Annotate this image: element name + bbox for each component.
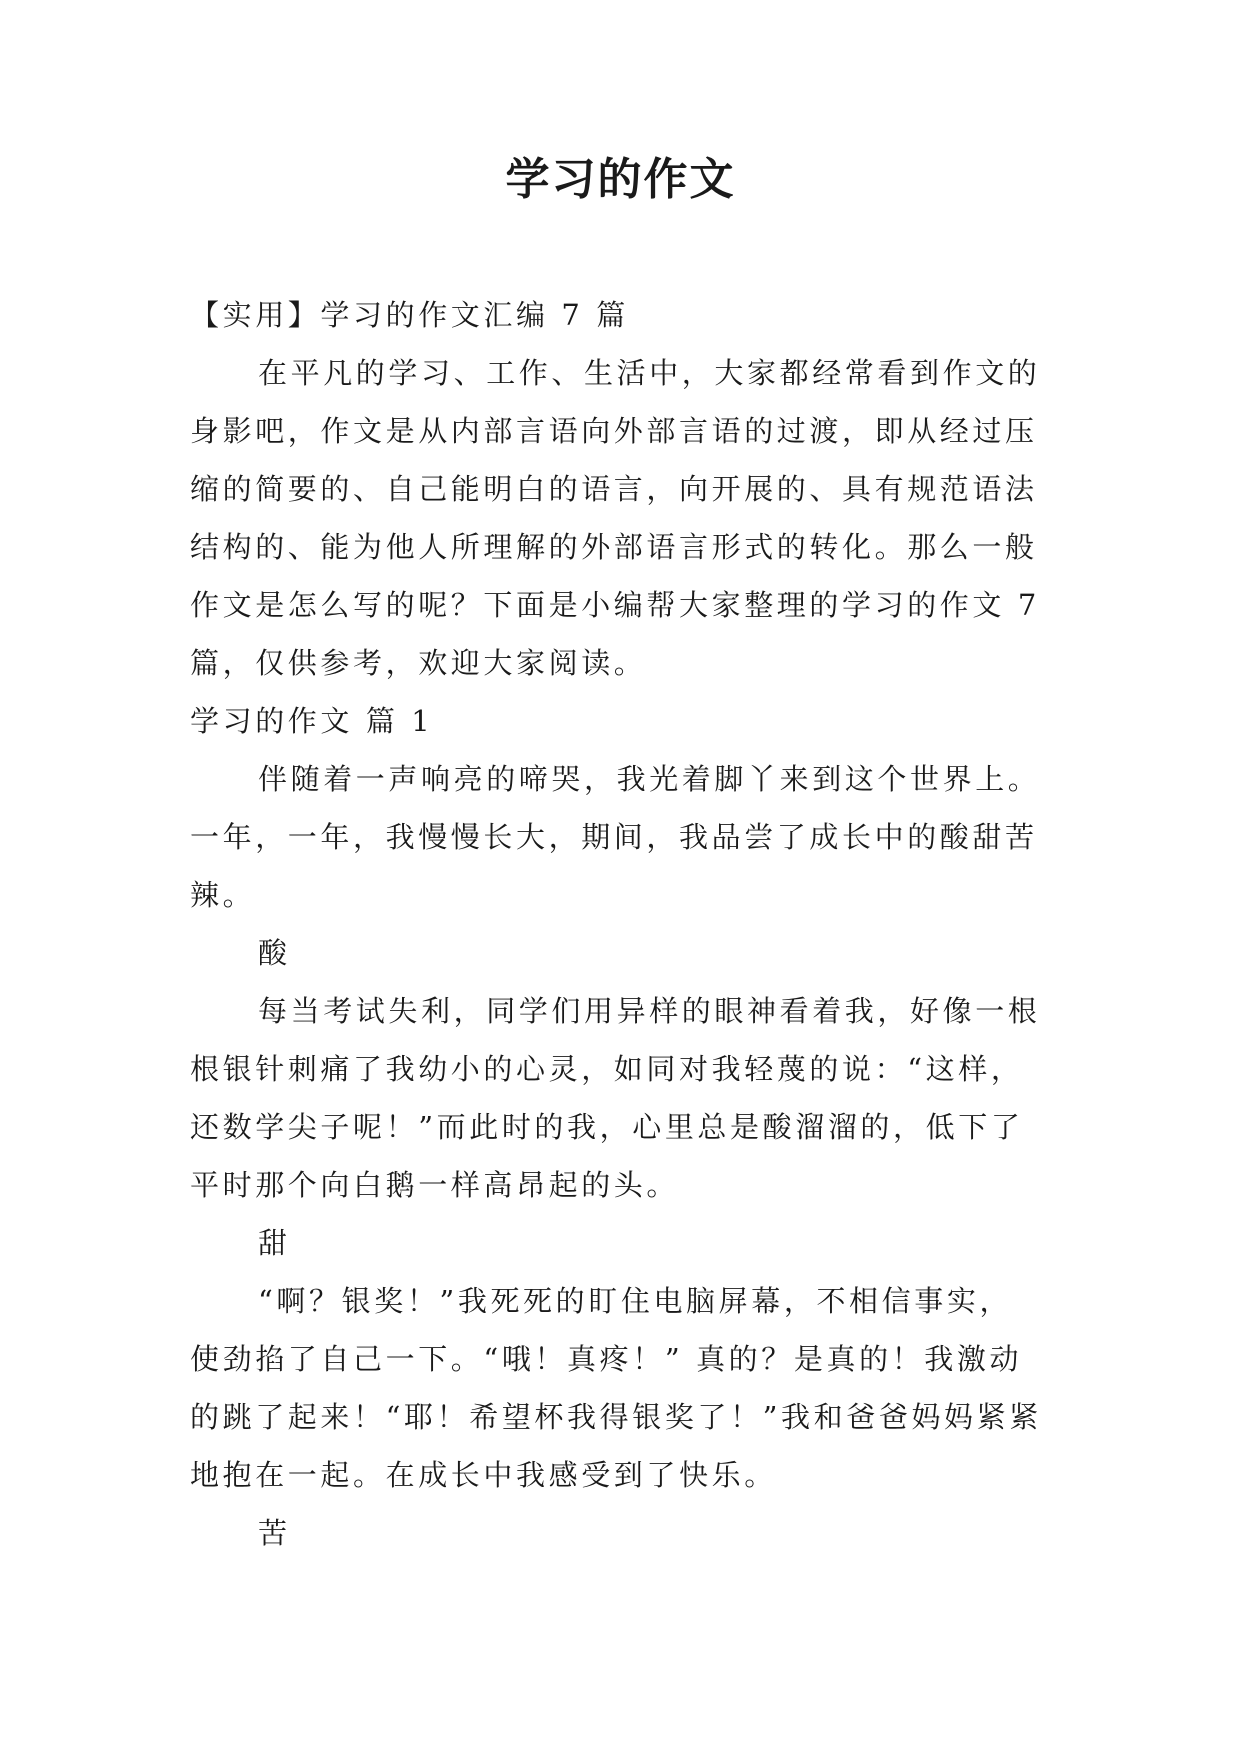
text-line: 结构的、能为他人所理解的外部语言形式的转化。那么一般 (190, 530, 1038, 564)
text-line: 根银针刺痛了我幼小的心灵，如同对我轻蔑的说：“这样， (190, 1052, 1024, 1086)
text-line: 【实用】学习的作文汇编 7 篇 (190, 298, 629, 332)
text-line: 一年，一年，我慢慢长大，期间，我品尝了成长中的酸甜苦 (190, 820, 1038, 854)
text-line: 苦 (258, 1516, 291, 1550)
text-line: 使劲掐了自己一下。“哦！真疼！” 真的？是真的！我激动 (190, 1342, 1023, 1376)
text-line: 身影吧，作文是从内部言语向外部言语的过渡，即从经过压 (190, 414, 1038, 448)
text-line: 辣。 (190, 878, 256, 912)
text-line: 还数学尖子呢！”而此时的我，心里总是酸溜溜的，低下了 (190, 1110, 1024, 1144)
text-line: 伴随着一声响亮的啼哭，我光着脚丫来到这个世界上。 (258, 762, 1041, 796)
text-line: 学习的作文 篇 1 (190, 704, 434, 738)
text-line: 地抱在一起。在成长中我感受到了快乐。 (190, 1458, 777, 1492)
text-line: 甜 (258, 1226, 291, 1260)
text-line: 每当考试失利，同学们用异样的眼神看着我，好像一根 (258, 994, 1041, 1028)
text-line: 篇，仅供参考，欢迎大家阅读。 (190, 646, 647, 680)
text-line: 在平凡的学习、工作、生活中，大家都经常看到作文的 (258, 356, 1041, 390)
text-line: 的跳了起来！“耶！希望杯我得银奖了！”我和爸爸妈妈紧紧 (190, 1400, 1042, 1434)
text-line: 酸 (258, 936, 291, 970)
text-line: “啊？银奖！”我死死的盯住电脑屏幕，不相信事实， (258, 1284, 1013, 1318)
document-body (190, 286, 1070, 1562)
text-line: 平时那个向白鹅一样高昂起的头。 (190, 1168, 680, 1202)
text-line: 缩的简要的、自己能明白的语言，向开展的、具有规范语法 (190, 472, 1038, 506)
text-line: 作文是怎么写的呢？下面是小编帮大家整理的学习的作文 7 (190, 588, 1040, 622)
document-title: 学习的作文 (505, 154, 736, 205)
